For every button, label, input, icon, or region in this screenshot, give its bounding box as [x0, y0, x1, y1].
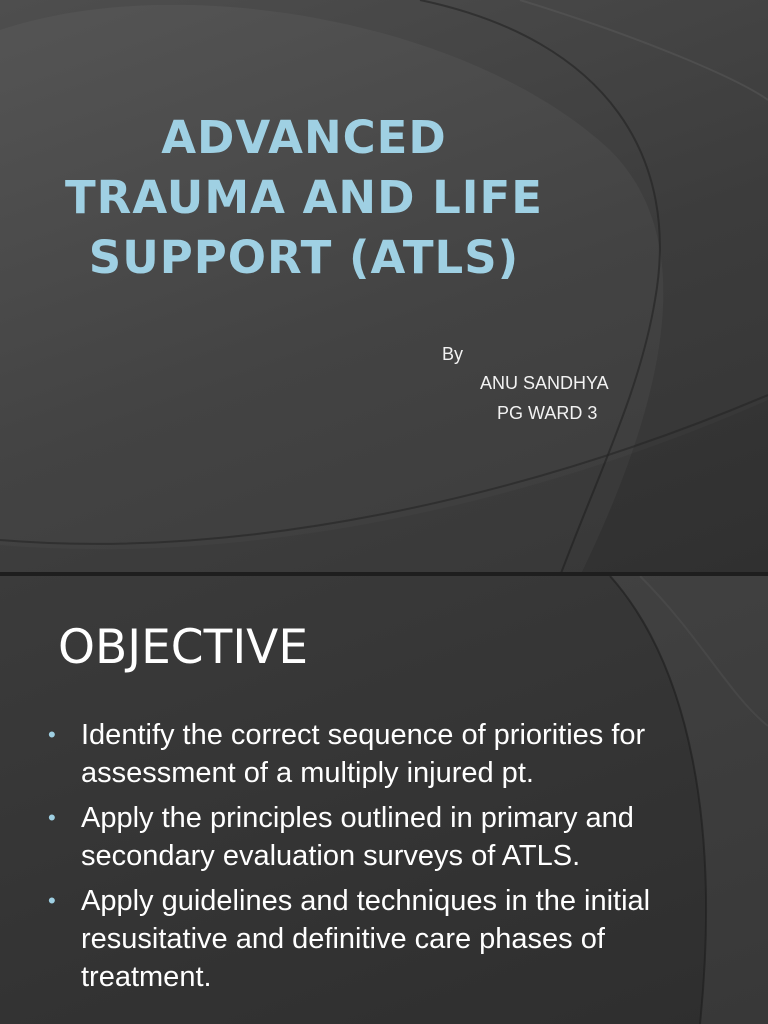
author-name: ANU SANDHYA: [480, 373, 609, 393]
bullet-icon: •: [48, 805, 56, 830]
byline-by: By: [442, 344, 464, 364]
list-item: [48, 716, 688, 792]
title-line: ADVANCED: [161, 111, 447, 164]
slide-heading: OBJECTIVE: [58, 620, 309, 675]
title-line: TRAUMA AND LIFE: [64, 171, 543, 224]
author-ward: PG WARD 3: [497, 403, 598, 423]
objective-list: [48, 716, 688, 1003]
list-item: [48, 799, 688, 875]
bullet-icon: •: [48, 888, 56, 913]
slide-title: [30, 108, 578, 288]
title-line: SUPPORT (ATLS): [88, 231, 520, 284]
bullet-icon: •: [48, 722, 56, 747]
list-item-text: Apply guidelines and techniques in the initial resusitative and definitive care phases of treatment.: [81, 885, 651, 993]
list-item: [48, 882, 688, 996]
list-item-text: Identify the correct sequence of priorities for assessment of a multiply injured pt.: [81, 719, 646, 789]
list-item-text: Apply the principles outlined in primary and secondary evaluation surveys of ATLS.: [81, 802, 634, 872]
